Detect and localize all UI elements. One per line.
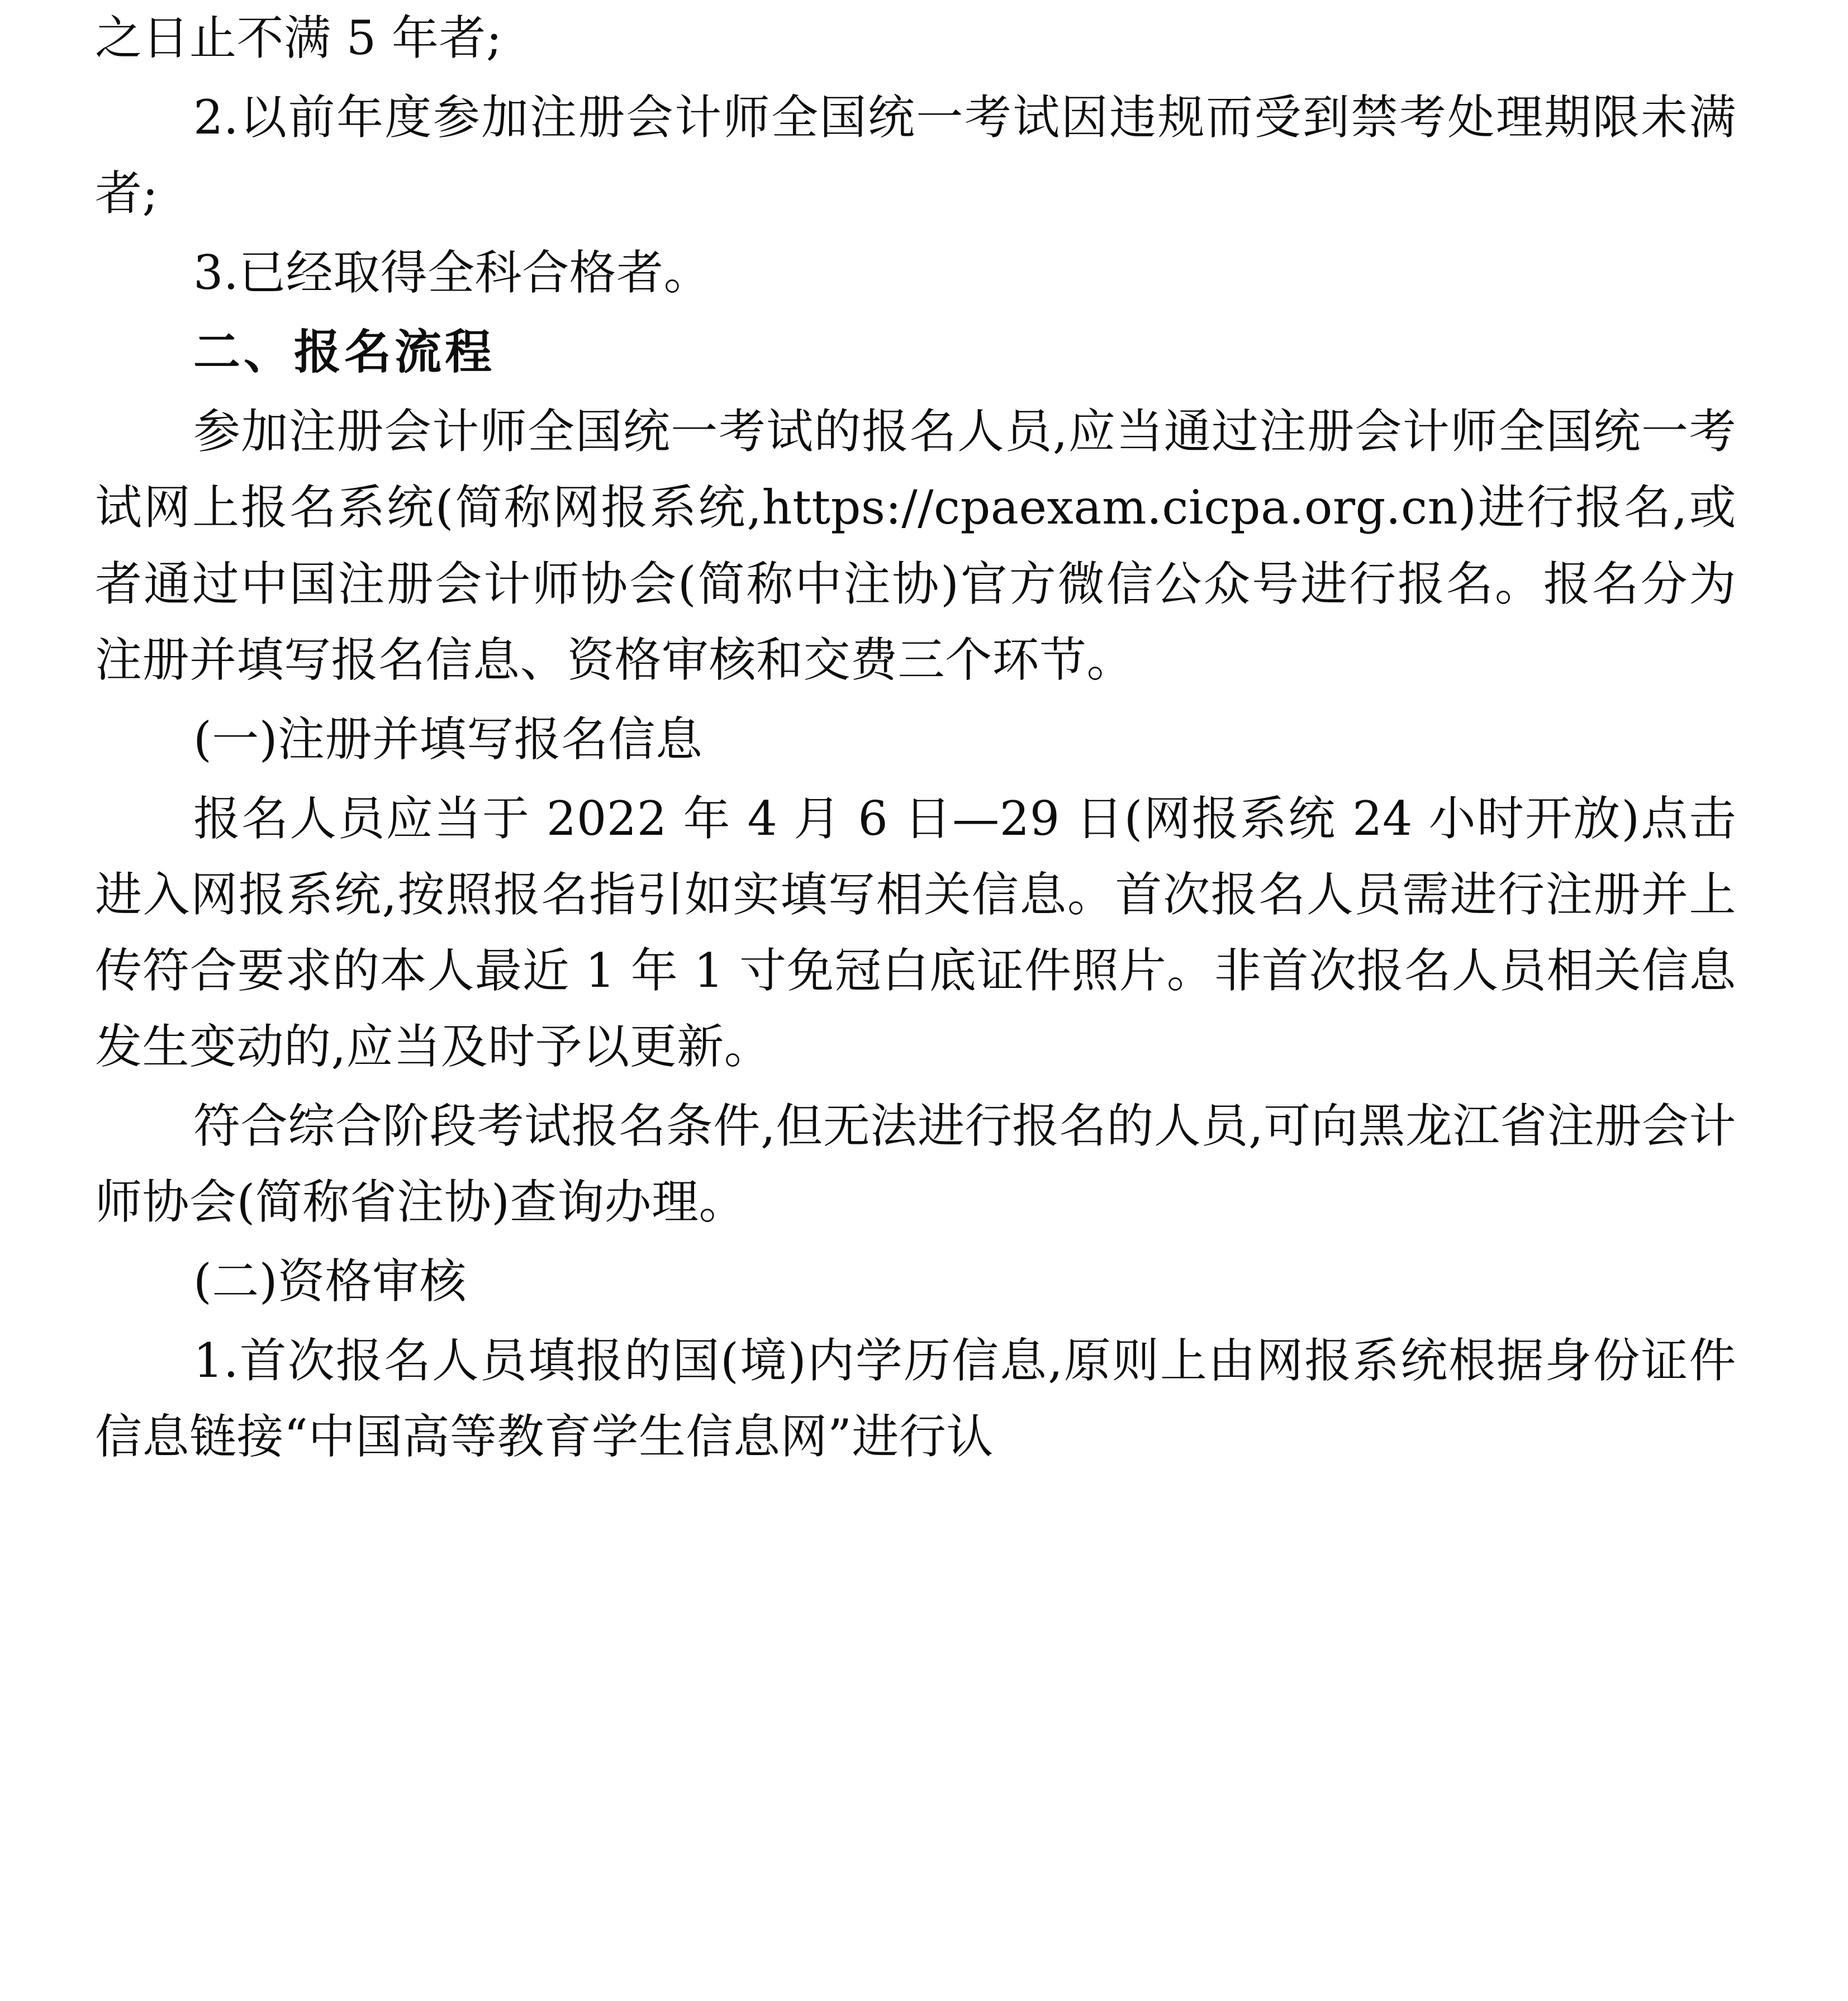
paragraph-registration-detail: 报名人员应当于 2022 年 4 月 6 日—29 日(网报系统 24 小时开放)点击进入网报系统,按照报名指引如实填写相关信息。首次报名人员需进行注册并上传符合要求的本人最近 1 年 1 寸免冠白底证件照片。非首次报名人员相关信息发生变动的,应当及时予以更新。 — [95, 791, 1736, 1075]
paragraph-process-intro: 参加注册会计师全国统一考试的报名人员,应当通过注册会计师全国统一考试网上报名系统(简称网报系统,https://cpaexam.cicpa.org.cn)进行报名,或者通过中国注册会计师协会(简称中注协)官方微信公众号进行报名。报名分为注册并填写报名信息、资格审核和交费三个环节。 — [95, 404, 1736, 687]
subsection-heading-qualification-review: (二)资格审核 — [193, 1254, 467, 1309]
subsection-heading-register-and-fill: (一)注册并填写报名信息 — [193, 711, 703, 767]
paragraph-comprehensive-stage: 符合综合阶段考试报名条件,但无法进行报名的人员,可向黑龙江省注册会计师协会(简称省注协)查询办理。 — [95, 1099, 1736, 1230]
paragraph-item-3: 3.已经取得全科合格者。 — [193, 245, 711, 301]
section-heading-registration-process: 二、报名流程 — [193, 324, 496, 380]
document-body — [95, 0, 1736, 1475]
paragraph-item-2: 2.以前年度参加注册会计师全国统一考试因违规而受到禁考处理期限未满者; — [95, 90, 1736, 221]
paragraph-audit-item-1: 1.首次报名人员填报的国(境)内学历信息,原则上由网报系统根据身份证件信息链接“中国高等教育学生信息网”进行认 — [95, 1333, 1736, 1465]
paragraph-continued: 之日止不满 5 年者; — [95, 11, 502, 65]
